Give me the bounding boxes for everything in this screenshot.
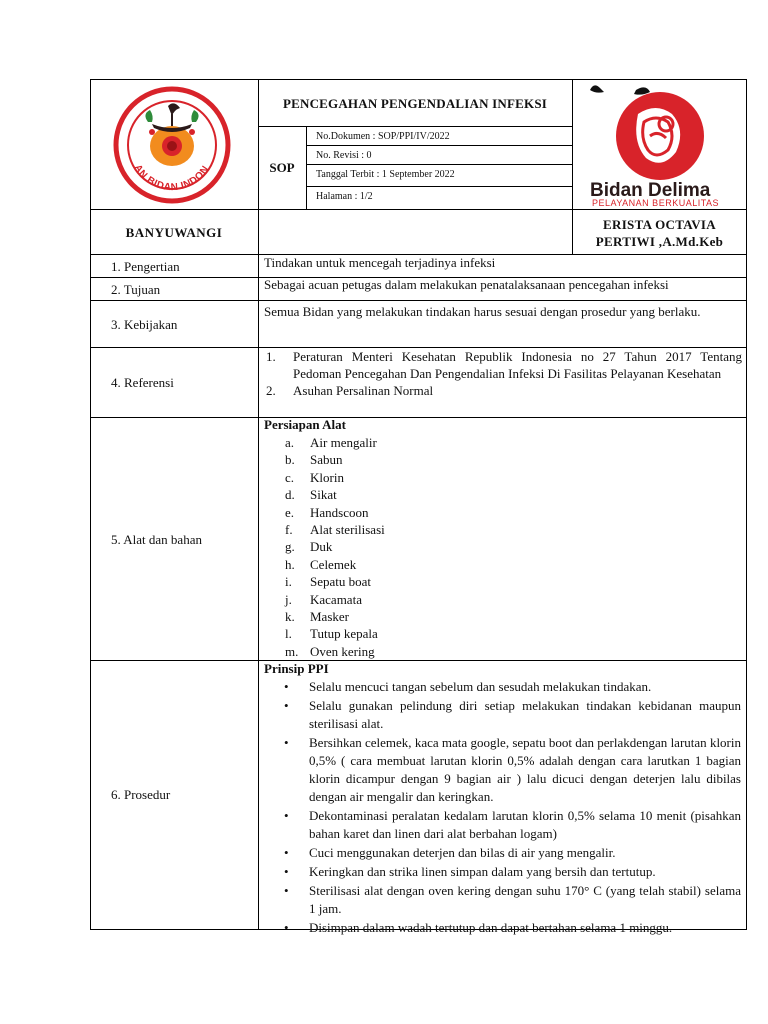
alat-item: Air mengalir (310, 435, 377, 450)
issue-date: Tanggal Terbit : 1 September 2022 (316, 169, 455, 180)
alat-item: Oven kering (310, 643, 375, 659)
label-prosedur: 6. Prosedur (111, 787, 171, 802)
ibi-logo (108, 86, 238, 204)
alat-num: m. (285, 643, 299, 659)
bidan-delima-title: Bidan Delima (590, 180, 711, 201)
bidan-delima-icon (586, 80, 736, 180)
bullet-icon: • (284, 679, 289, 694)
bidan-delima-subtitle: PELAYANAN BERKUALITAS (592, 198, 720, 208)
alat-num: i. (285, 574, 292, 590)
prosedur-item: Keringkan dan strika linen simpan dalam yang bersih dan tertutup. (309, 864, 656, 879)
label-alat: 5. Alat dan bahan (111, 532, 202, 547)
bullet-icon: • (284, 920, 289, 935)
referensi-list (264, 348, 742, 399)
bidan-delima-logo (586, 80, 736, 208)
page-number: Halaman : 1/2 (316, 191, 373, 202)
alat-item: Sepatu boat (310, 574, 372, 590)
prosedur-item: Selalu gunakan pelindung diri setiap melakukan tindakan kebidanan maupun sterilisasi alat. (309, 698, 741, 731)
alat-num: a. (285, 435, 295, 450)
bullet-icon: • (284, 845, 289, 860)
referensi-num: 2. (266, 383, 276, 398)
alat-num: f. (285, 522, 293, 538)
prosedur-item: Bersihkan celemek, kaca mata google, sepatu boot dan perlakdengan larutan klorin 0,5% ( cara membuat larutan klorin 0,5% adalah dengan cara larutkan 1 bagian klorin dicampur dengan 9 bagian air ) lalu dicuci dengan deterjen lalu dibilas dengan air mengalir dan keringkan. (309, 735, 741, 804)
alat-item: Klorin (310, 469, 344, 485)
bullet-icon: • (284, 735, 289, 750)
text-pengertian: Tindakan untuk mencegah terjadinya infeksi (264, 255, 496, 270)
alat-item: Kacamata (310, 591, 362, 607)
doc-number: No.Dokumen : SOP/PPI/IV/2022 (316, 131, 450, 142)
prosedur-item: Cuci menggunakan deterjen dan bilas di air yang mengalir. (309, 845, 616, 860)
prosedur-item: Disimpan dalam wadah tertutup dan dapat bertahan selama 1 minggu. (309, 920, 673, 935)
alat-item: Masker (310, 609, 349, 625)
location: BANYUWANGI (125, 225, 223, 240)
alat-item: Handscoon (310, 504, 369, 520)
alat-num: j. (285, 591, 292, 607)
alat-num: k. (285, 609, 295, 625)
bullet-icon: • (284, 808, 289, 823)
revision-number: No. Revisi : 0 (316, 150, 372, 161)
alat-item: Sabun (310, 452, 343, 468)
author-line-2: PERTIWI ,A.Md.Keb (595, 234, 724, 249)
alat-list (264, 434, 564, 660)
sop-label: SOP (269, 160, 295, 175)
text-tujuan: Sebagai acuan petugas dalam melakukan penatalaksanaan pencegahan infeksi (264, 277, 669, 292)
prosedur-heading: Prinsip PPI (264, 661, 329, 676)
alat-item: Sikat (310, 487, 337, 503)
alat-item: Alat sterilisasi (310, 522, 385, 538)
doc-title: PENCEGAHAN PENGENDALIAN INFEKSI (282, 96, 548, 111)
alat-num: e. (285, 504, 295, 520)
bullet-icon: • (284, 864, 289, 879)
bullet-icon: • (284, 883, 289, 898)
prosedur-item: Dekontaminasi peralatan kedalam larutan klorin 0,5% selama 10 menit (pisahkan bahan karet dan linen dari alat berbahan logam) (309, 808, 741, 841)
ibi-logo-icon (108, 86, 238, 204)
referensi-item: Peraturan Menteri Kesehatan Republik Indonesia no 27 Tahun 2017 Tentang Pedoman Pencegahan Dan Pengendalian Infeksi Di Fasilitas Pelayanan Kesehatan (293, 349, 742, 381)
label-tujuan: 2. Tujuan (111, 282, 161, 297)
alat-num: g. (285, 539, 295, 555)
svg-text:IKATAN BIDAN INDONESIA: AN BIDAN INDON (131, 162, 212, 194)
prosedur-item: Sterilisasi alat dengan oven kering dengan suhu 170° C (yang telah stabil) selama 1 jam. (309, 883, 741, 916)
alat-item: Tutup kepala (310, 626, 378, 642)
referensi-item: Asuhan Persalinan Normal (293, 383, 434, 398)
prosedur-item: Selalu mencuci tangan sebelum dan sesudah melakukan tindakan. (309, 679, 652, 694)
author-line-1: ERISTA OCTAVIA (603, 217, 716, 232)
alat-num: b. (285, 452, 295, 468)
label-referensi: 4. Referensi (111, 375, 174, 390)
alat-item: Celemek (310, 556, 357, 572)
alat-num: c. (285, 469, 295, 485)
alat-num: d. (285, 487, 295, 503)
bullet-icon: • (284, 698, 289, 713)
label-kebijakan: 3. Kebijakan (111, 317, 178, 332)
text-kebijakan: Semua Bidan yang melakukan tindakan harus sesuai dengan prosedur yang berlaku. (264, 304, 701, 319)
prosedur-list (264, 678, 741, 938)
alat-num: h. (285, 556, 295, 572)
label-pengertian: 1. Pengertian (111, 259, 180, 274)
alat-num: l. (285, 626, 292, 642)
referensi-num: 1. (266, 349, 276, 364)
alat-item: Duk (310, 539, 333, 555)
alat-heading: Persiapan Alat (264, 417, 346, 432)
